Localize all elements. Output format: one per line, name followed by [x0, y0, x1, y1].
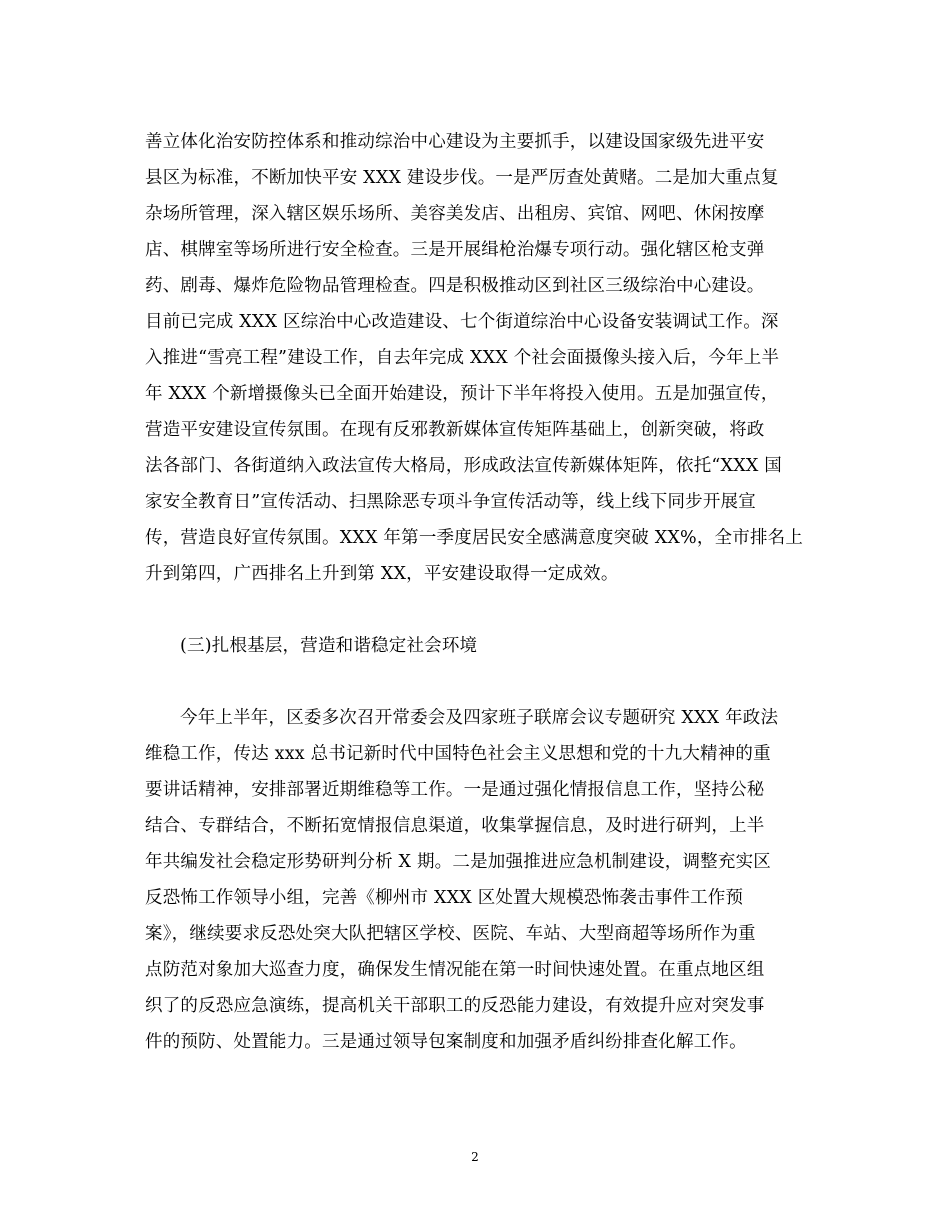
paragraph-line: 年共编发社会稳定形势研判分析 X 期。二是加强推进应急机制建设，调整充实区	[145, 852, 771, 872]
paragraph-line: 年 XXX 个新增摄像头已全面开始建设，预计下半年将投入使用。五是加强宣传，	[145, 384, 779, 404]
paragraph-line: 维稳工作，传达 xxx 总书记新时代中国特色社会主义思想和党的十九大精神的重	[145, 744, 771, 764]
paragraph-line: 善立体化治安防控体系和推动综治中心建设为主要抓手，以建设国家级先进平安	[145, 132, 765, 152]
paragraph-line: 县区为标准，不断加快平安 XXX 建设步伐。一是严厉查处黄赌。二是加大重点复	[145, 168, 779, 188]
section-heading: (三)扎根基层，营造和谐稳定社会环境	[180, 636, 478, 656]
paragraph-line: 今年上半年，区委多次召开常委会及四家班子联席会议专题研究 XXX 年政法	[180, 708, 779, 728]
paragraph-line: 反恐怖工作领导小组，完善《柳州市 XXX 区处置大规模恐怖袭击事件工作预	[145, 888, 744, 908]
paragraph-line: 结合、专群结合，不断拓宽情报信息渠道，收集掌握信息，及时进行研判，上半	[145, 816, 765, 836]
paragraph-line: 杂场所管理，深入辖区娱乐场所、美容美发店、出租房、宾馆、网吧、休闲按摩	[145, 204, 765, 224]
paragraph-line: 织了的反恐应急演练，提高机关干部职工的反恐能力建设，有效提升应对突发事	[145, 996, 765, 1016]
paragraph-line: 法各部门、各街道纳入政法宣传大格局，形成政法宣传新媒体矩阵，依托“XXX 国	[145, 456, 782, 476]
paragraph-line: 要讲话精神，安排部署近期维稳等工作。一是通过强化情报信息工作，坚持公秘	[145, 780, 765, 800]
paragraph-line: 药、剧毒、爆炸危险物品管理检查。四是积极推动区到社区三级综治中心建设。	[145, 276, 765, 296]
paragraph-line: 传，营造良好宣传氛围。XXX 年第一季度居民安全感满意度突破 XX%，全市排名上	[145, 528, 804, 548]
paragraph-line: 升到第四，广西排名上升到第 XX，平安建设取得一定成效。	[145, 564, 619, 584]
page-number: 2	[471, 1150, 479, 1164]
paragraph-line: 店、棋牌室等场所进行安全检查。三是开展缉枪治爆专项行动。强化辖区枪支弹	[145, 240, 765, 260]
paragraph-line: 件的预防、处置能力。三是通过领导包案制度和加强矛盾纠纷排查化解工作。	[145, 1032, 747, 1052]
paragraph-line: 入推进“雪亮工程”建设工作，自去年完成 XXX 个社会面摄像头接入后，今年上半	[145, 348, 780, 368]
paragraph-line: 点防范对象加大巡查力度，确保发生情况能在第一时间快速处置。在重点地区组	[145, 960, 765, 980]
paragraph-line: 家安全教育日”宣传活动、扫黑除恶专项斗争宣传活动等，线上线下同步开展宣	[145, 492, 756, 512]
paragraph-line: 目前已完成 XXX 区综治中心改造建设、七个街道综治中心设备安装调试工作。深	[145, 312, 779, 332]
paragraph-line: 营造平安建设宣传氛围。在现有反邪教新媒体宣传矩阵基础上，创新突破，将政	[145, 420, 765, 440]
paragraph-line: 案》，继续要求反恐处突大队把辖区学校、医院、车站、大型商超等场所作为重	[145, 924, 756, 944]
